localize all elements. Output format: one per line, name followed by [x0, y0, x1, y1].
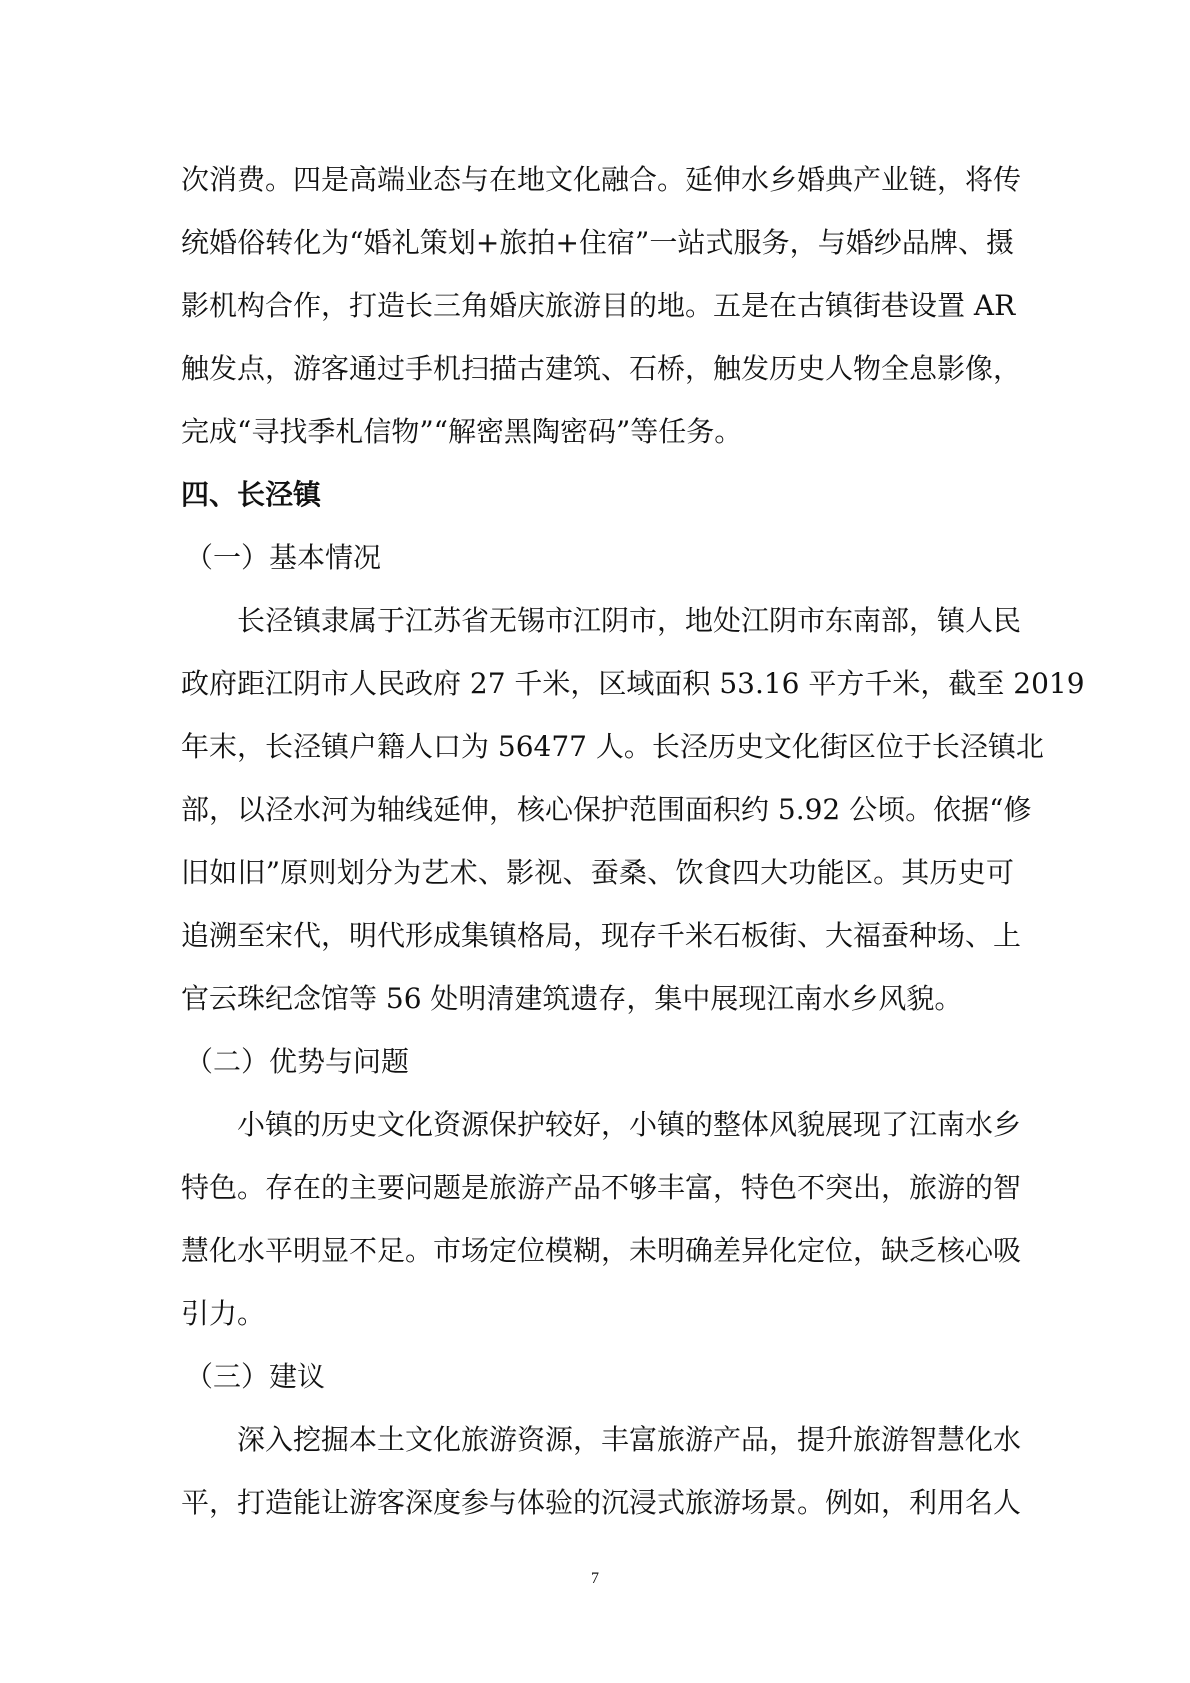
text-line: 年末，长泾镇户籍人口为 56477 人。长泾历史文化街区位于长泾镇北 — [181, 730, 1044, 763]
text-line: 小镇的历史文化资源保护较好，小镇的整体风貌展现了江南水乡 — [237, 1108, 1022, 1141]
subsection-heading-advantages: （二）优势与问题 — [185, 1045, 410, 1078]
text-line: 官云珠纪念馆等 56 处明清建筑遗存，集中展现江南水乡风貌。 — [181, 982, 963, 1015]
text-line: 追溯至宋代，明代形成集镇格局，现存千米石板街、大福蚕种场、上 — [181, 919, 1022, 952]
text-line: 慧化水平明显不足。市场定位模糊，未明确差异化定位，缺乏核心吸 — [181, 1234, 1022, 1267]
section-title: 四、长泾镇 — [181, 478, 322, 511]
text-line: 深入挖掘本土文化旅游资源，丰富旅游产品，提升旅游智慧化水 — [237, 1423, 1022, 1456]
text-line: 影机构合作，打造长三角婚庆旅游目的地。五是在古镇街巷设置 AR — [181, 289, 1016, 322]
text-line: 完成“寻找季札信物”“解密黑陶密码”等任务。 — [181, 415, 743, 448]
basic-paragraph — [181, 589, 1085, 1030]
text-line: 特色。存在的主要问题是旅游产品不够丰富，特色不突出，旅游的智 — [181, 1171, 1022, 1204]
text-line: 触发点，游客通过手机扫描古建筑、石桥，触发历史人物全息影像， — [181, 352, 1022, 385]
advantages-paragraph — [181, 1093, 1022, 1345]
continuation-paragraph — [181, 148, 1022, 463]
text-line: 旧如旧”原则划分为艺术、影视、蚕桑、饮食四大功能区。其历史可 — [181, 856, 1014, 889]
text-line: 平，打造能让游客深度参与体验的沉浸式旅游场景。例如，利用名人 — [181, 1486, 1022, 1519]
text-line: 统婚俗转化为“婚礼策划+旅拍+住宿”一站式服务，与婚纱品牌、摄 — [181, 226, 1014, 259]
text-line: 政府距江阴市人民政府 27 千米，区域面积 53.16 平方千米，截至 2019 — [181, 667, 1085, 700]
text-line: 引力。 — [181, 1297, 266, 1330]
page-content — [181, 148, 1085, 1534]
subsection-heading-suggestions: （三）建议 — [185, 1360, 326, 1393]
text-line: 长泾镇隶属于江苏省无锡市江阴市，地处江阴市东南部，镇人民 — [237, 604, 1022, 637]
page-number: 7 — [591, 1570, 599, 1587]
suggestions-paragraph — [181, 1408, 1022, 1534]
subsection-heading-basic: （一）基本情况 — [185, 541, 382, 574]
text-line: 次消费。四是高端业态与在地文化融合。延伸水乡婚典产业链，将传 — [181, 163, 1022, 196]
text-line: 部，以泾水河为轴线延伸，核心保护范围面积约 5.92 公顷。依据“修 — [181, 793, 1032, 826]
